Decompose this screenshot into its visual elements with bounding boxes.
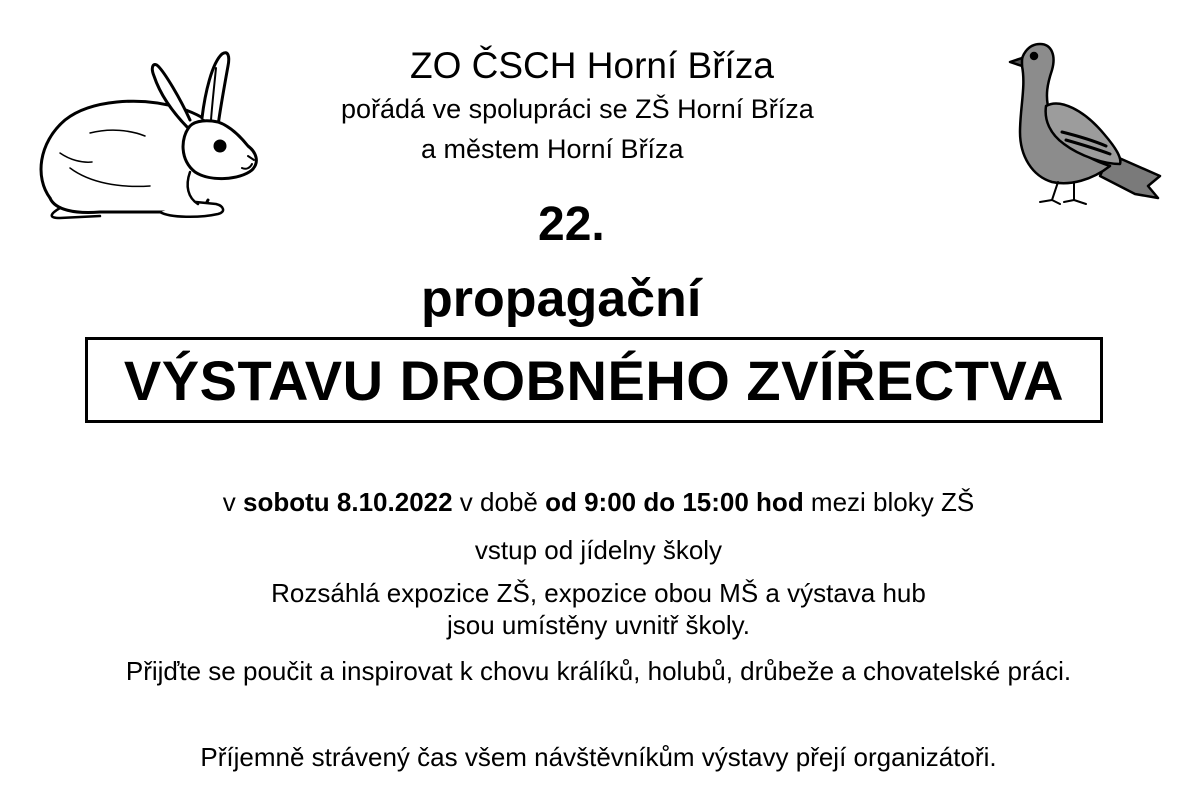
invite-line: Přijďte se poučit a inspirovat k chovu králíků, holubů, drůbeže a chovatelské práci.: [125, 656, 1072, 686]
thanks-line: Příjemně strávený čas všem návštěvníkům výstavy přejí organizátoři.: [200, 742, 997, 772]
headline: VÝSTAVU DROBNÉHO ZVÍŘECTVA: [123, 348, 1065, 412]
time-prefix: v době: [452, 487, 546, 517]
time-range: od 9:00 do 15:00 hod: [545, 487, 804, 517]
cooperation-line-2: a městem Horní Bříza: [421, 134, 684, 164]
cooperation-line-1: pořádá ve spolupráci se ZŠ Horní Bříza: [341, 94, 814, 124]
edition-number: 22.: [538, 198, 605, 251]
expo-line-1: Rozsáhlá expozice ZŠ, expozice obou MŠ a výstava hub: [271, 578, 926, 608]
date: sobotu 8.10.2022: [243, 487, 453, 517]
headline-box: [85, 337, 1103, 423]
date-time-line: [0, 486, 1197, 518]
expo-line-2: jsou umístěny uvnitř školy.: [447, 610, 750, 640]
event-kind: propagační: [421, 270, 702, 328]
date-prefix: v: [222, 487, 244, 517]
place: mezi bloky ZŠ: [803, 487, 975, 517]
organizer-title: ZO ČSCH Horní Bříza: [410, 45, 774, 86]
rabbit-illustration: [30, 48, 260, 220]
entry-line: vstup od jídelny školy: [474, 535, 723, 565]
pigeon-illustration: [1000, 36, 1166, 208]
